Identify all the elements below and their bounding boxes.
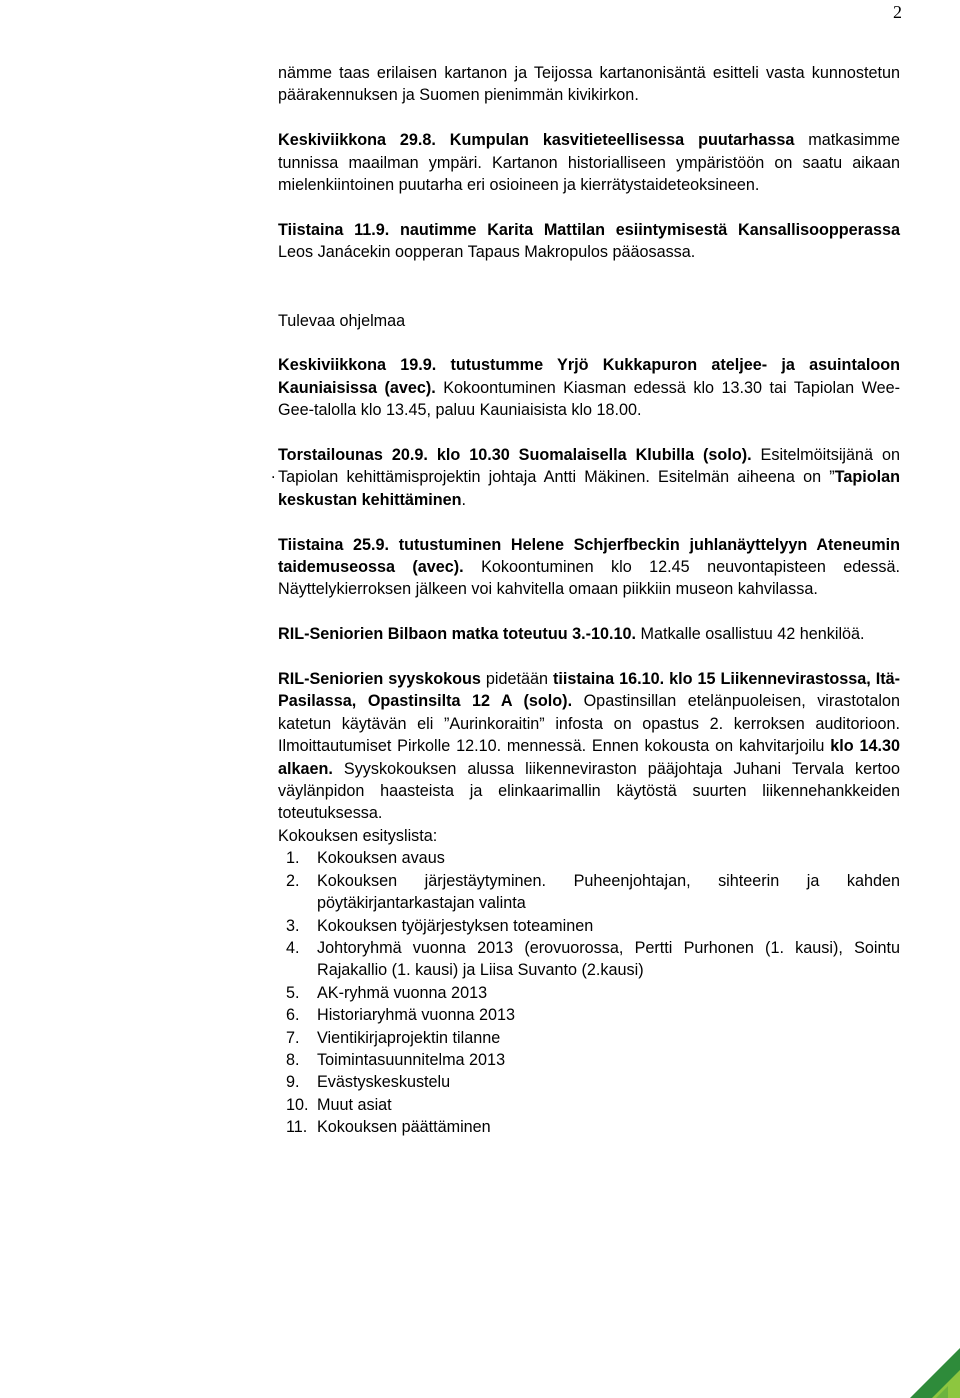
agenda-item-text: Kokouksen järjestäytyminen. Puheenjohtajan, sihteerin ja kahden pöytäkirjantarkastajan valinta [317, 871, 900, 913]
agenda-item [278, 937, 900, 982]
ateneum-bold: Tiistaina 25.9. tutustuminen Helene Schjerfbeckin juhlanäyttelyyn Ateneumin taidemuseossa (avec). [278, 535, 900, 577]
agenda-item-text: Kokouksen päättäminen [317, 1118, 491, 1137]
lunch-paragraph [278, 444, 900, 511]
agenda-item-number: 7. [286, 1028, 300, 1047]
lunch-text: Esitelmöitsijänä on Tapiolan kehittämisprojektin johtaja Antti Mäkinen. Esitelmän aiheena on ” [278, 446, 900, 487]
agenda-item-text: Evästyskeskustelu [317, 1073, 451, 1092]
kumpula-bold: Keskiviikkona 29.8. Kumpulan kasvitieteellisessa puutarhassa [278, 131, 795, 150]
kukkapuro-bold: Keskiviikkona 19.9. tutustumme Yrjö Kukkapuron ateljee- ja asuintaloon Kauniaisissa (avec). [278, 356, 900, 397]
upcoming-heading: Tulevaa ohjelmaa [278, 311, 406, 330]
agenda-item-text: Vientikirjaprojektin tilanne [317, 1028, 501, 1047]
meeting-text-2: Opastinsillan etelänpuoleisen, virastotalon katetun käytävän eli ”Aurinkoraitin” infosta on opastus 2. kerroksen auditorioon. Ilmoittautumiset Pirkolle 12.10. mennessä. Ennen kokousta on kahvitarjoilu [278, 692, 900, 756]
agenda-item-number: 3. [286, 916, 300, 935]
lunch-end: . [461, 490, 467, 509]
agenda-item-text: Kokouksen avaus [317, 849, 445, 868]
meeting-text-1: pidetään [480, 670, 553, 689]
agenda-item [278, 847, 900, 869]
meeting-bold-1: RIL-Seniorien syyskokous [278, 670, 481, 689]
agenda-item-number: 5. [286, 983, 300, 1002]
bilbao-bold: RIL-Seniorien Bilbaon matka toteutuu 3.-10.10. [278, 625, 636, 644]
agenda-item-text: AK-ryhmä vuonna 2013 [317, 983, 488, 1002]
bilbao-paragraph [278, 623, 900, 645]
kumpula-paragraph [278, 129, 900, 196]
ateneum-text: Kokoontuminen klo 12.45 neuvontapisteen edessä. Näyttelykierroksen jälkeen voi kahvitella omaan piikkiin museon kahvilassa. [278, 558, 900, 599]
agenda-item-text: Johtoryhmä vuonna 2013 (erovuorossa, Pertti Purhonen (1. kausi), Sointu Rajakallio (1. kausi) ja Liisa Suvanto (2.kausi) [317, 938, 900, 980]
stray-mark: . [271, 464, 276, 482]
agenda-item [278, 1071, 900, 1093]
agenda-title: Kokouksen esityslista: [278, 826, 438, 845]
agenda-item [278, 1004, 900, 1026]
agenda-item-number: 10. [286, 1095, 309, 1114]
kumpula-text: matkasimme tunnissa maailman ympäri. Kartanon historialliseen ympäristöön on saatu aikaan mielenkiintoinen puutarha eri osioineen ja kierrätystaideteoksineen. [278, 131, 900, 195]
agenda-list [278, 847, 900, 1138]
agenda-item-number: 8. [286, 1050, 300, 1069]
lunch-bold: Torstailounas 20.9. klo 10.30 Suomalaisella Klubilla (solo). [278, 446, 752, 465]
agenda-item [278, 1094, 900, 1116]
meeting-bold-3: klo 14.30 alkaen. [278, 737, 900, 778]
kukkapuro-text: Kokoontuminen Kiasman edessä klo 13.30 tai Tapiolan Wee-Gee-talolla klo 13.45, paluu Kauniaisista klo 18.00. [278, 378, 900, 420]
agenda-item [278, 870, 900, 915]
meeting-text-3: Syyskokouksen alussa liikenneviraston pääjohtaja Juhani Tervala kertoo väylänpidon haasteista ja elinkaarimallin käytöstä suurten liikennehankkeiden toteutuksessa. [278, 759, 900, 823]
agenda-item [278, 1027, 900, 1049]
agenda-item [278, 1116, 900, 1138]
opera-text: Leos Janácekin oopperan Tapaus Makropulos pääosassa. [278, 243, 696, 262]
agenda-item-number: 9. [286, 1073, 300, 1092]
intro-paragraph: nämme taas erilaisen kartanon ja Teijossa kartanonisäntä esitteli vasta kunnostetun päärakennuksen ja Suomen pienimmän kivikirkon. [278, 64, 900, 105]
agenda-item [278, 915, 900, 937]
ateneum-paragraph [278, 534, 900, 601]
opera-bold: Tiistaina 11.9. nautimme Karita Mattilan esiintymisestä Kansallisoopperassa [278, 220, 900, 239]
meeting-paragraph [278, 668, 900, 825]
agenda-item-text: Kokouksen työjärjestyksen toteaminen [317, 916, 594, 935]
agenda-item-number: 1. [286, 849, 300, 868]
agenda-item [278, 982, 900, 1004]
agenda-item-number: 4. [286, 938, 300, 957]
bilbao-text: Matkalle osallistuu 42 henkilöä. [635, 625, 865, 644]
meeting-bold-2: tiistaina 16.10. klo 15 Liikennevirastossa, Itä-Pasilassa, Opastinsilta 12 A (solo). [278, 670, 900, 711]
agenda-item-number: 11. [286, 1118, 308, 1137]
lunch-topic: Tapiolan keskustan kehittäminen [278, 468, 900, 509]
agenda-item-text: Muut asiat [317, 1095, 392, 1114]
agenda-item [278, 1049, 900, 1071]
document-body [278, 62, 900, 1139]
agenda-item-text: Historiaryhmä vuonna 2013 [317, 1006, 515, 1025]
agenda-item-number: 6. [286, 1006, 300, 1025]
corner-logo-mark [888, 1326, 960, 1398]
agenda-item-text: Toimintasuunnitelma 2013 [317, 1050, 506, 1069]
agenda-item-number: 2. [286, 871, 300, 890]
page-number: 2 [893, 2, 902, 22]
opera-paragraph [278, 219, 900, 264]
kukkapuro-paragraph [278, 354, 900, 421]
